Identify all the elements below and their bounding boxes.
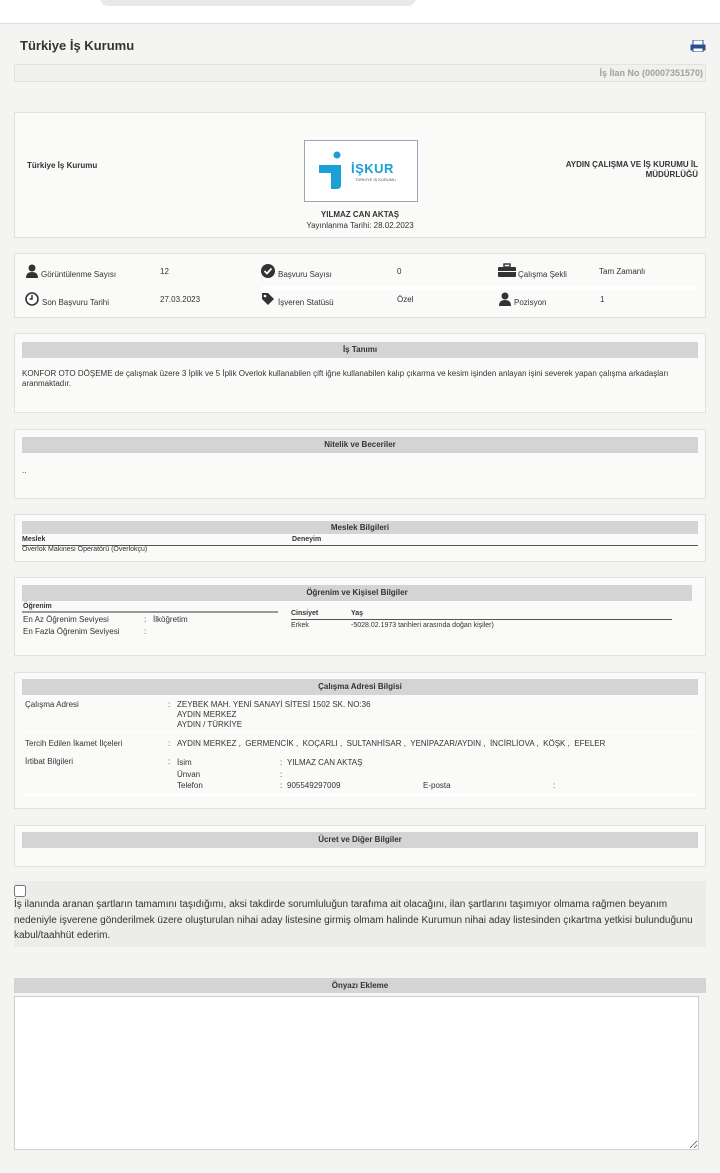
- contact-name: YILMAZ CAN AKTAŞ: [287, 758, 363, 767]
- preferred-districts: AYDIN MERKEZ , GERMENCİK , KOÇARLI , SULTANHİSAR , YENİPAZAR/AYDIN , İNCİRLİOVA , KÖŞK , EFELER: [177, 739, 606, 748]
- cover-letter-title: Önyazı Ekleme: [14, 978, 706, 993]
- education-min-label: En Az Öğrenim Seviyesi: [23, 615, 109, 624]
- logo-text: İŞKUR: [351, 161, 394, 176]
- education-panel: [14, 577, 706, 656]
- contact-name-label: İsim: [177, 758, 192, 767]
- work-address-line: ZEYBEK MAH. YENİ SANAYİ SİTESİ 1502 SK. NO:36: [177, 700, 371, 709]
- employer-status-label: İşveren Statüsü: [278, 298, 334, 307]
- header-left-text: Türkiye İş Kurumu: [27, 161, 98, 170]
- skills-title: Nitelik ve Beceriler: [22, 437, 698, 453]
- contact-colon: :: [168, 757, 171, 766]
- employer-name: YILMAZ CAN AKTAŞ: [320, 210, 400, 219]
- occupation-panel: [14, 514, 706, 562]
- wage-title: Ücret ve Diğer Bilgiler: [22, 832, 698, 848]
- top-bar: [0, 0, 720, 24]
- address-divider: [22, 732, 698, 733]
- job-description-panel: [14, 333, 706, 413]
- education-divider: [22, 611, 278, 613]
- deadline-label: Son Başvuru Tarihi: [42, 298, 109, 307]
- position-value: 1: [600, 295, 605, 304]
- check-circle-icon: [261, 264, 275, 278]
- position-label: Pozisyon: [514, 298, 547, 307]
- contact-email-colon: :: [553, 781, 556, 790]
- ilan-no-bar: [14, 64, 706, 82]
- iskur-logo: [304, 140, 418, 202]
- tag-icon: [261, 292, 275, 306]
- work-type-value: Tam Zamanlı: [599, 267, 646, 276]
- contact-title-colon: :: [280, 770, 283, 779]
- work-address-colon: :: [168, 700, 171, 709]
- contact-title-label: Ünvan: [177, 770, 201, 779]
- consent-checkbox[interactable]: [14, 885, 26, 897]
- work-address: [177, 700, 371, 730]
- employer-status-value: Özel: [397, 295, 414, 304]
- personal-divider: [291, 619, 672, 620]
- education-title: Öğrenim ve Kişisel Bilgiler: [22, 585, 692, 601]
- cover-letter-textarea[interactable]: [14, 996, 699, 1150]
- published-date: Yayınlanma Tarihi: 28.02.2023: [306, 221, 414, 230]
- search-pill[interactable]: [100, 0, 416, 6]
- work-type-label: Çalışma Şekli: [518, 270, 567, 279]
- contact-label: İrtibat Bilgileri: [25, 757, 74, 766]
- stats-panel: [14, 253, 706, 318]
- occupation-value: Overlok Makinesi Operatörü (Overlokçu): [22, 546, 148, 553]
- gender-label: Cinsiyet: [291, 610, 319, 617]
- header-panel: [14, 112, 706, 238]
- address-panel: [14, 672, 706, 809]
- logo-subtext: TÜRKİYE İŞ KURUMU: [355, 177, 396, 182]
- job-description-title: İş Tanımı: [22, 342, 698, 358]
- education-max-colon: :: [144, 627, 147, 636]
- education-heading: Öğrenim: [23, 603, 52, 610]
- applications-label: Başvuru Sayısı: [278, 270, 332, 279]
- header-right-text: AYDIN ÇALIŞMA VE İŞ KURUMU İL MÜDÜRLÜĞÜ: [565, 160, 698, 179]
- applications-value: 0: [397, 267, 402, 276]
- occupation-col-meslek: Meslek: [22, 536, 46, 543]
- education-min-value: İlköğretim: [153, 615, 188, 624]
- contact-email-label: E-posta: [423, 781, 451, 790]
- address-bottom-divider: [22, 794, 698, 796]
- skills-text: ..: [22, 466, 27, 475]
- skills-panel: [14, 429, 706, 499]
- work-address-line: AYDIN MERKEZ: [177, 710, 237, 719]
- iskur-logo-icon: [317, 151, 345, 191]
- views-value: 12: [160, 267, 169, 276]
- wage-panel: [14, 825, 706, 867]
- contact-phone-label: Telefon: [177, 781, 203, 790]
- print-icon[interactable]: [690, 40, 706, 52]
- preferred-label: Tercih Edilen İkamet İlçeleri: [25, 739, 123, 748]
- contact-phone-colon: :: [280, 781, 283, 790]
- stats-divider: [261, 286, 698, 290]
- age-label: Yaş: [351, 610, 364, 617]
- contact-phone: 905549297009: [287, 781, 341, 790]
- education-min-colon: :: [144, 615, 147, 624]
- work-address-label: Çalışma Adresi: [25, 700, 79, 709]
- ilan-no: İş İlan No (00007351570): [599, 68, 703, 78]
- user-icon: [25, 264, 39, 278]
- page-title: Türkiye İş Kurumu: [20, 38, 135, 53]
- clock-icon: [25, 292, 39, 306]
- preferred-colon: :: [168, 739, 171, 748]
- gender-value: Erkek: [291, 622, 309, 629]
- work-address-line: AYDIN / TÜRKİYE: [177, 720, 243, 729]
- deadline-value: 27.03.2023: [160, 295, 201, 304]
- occupation-col-deneyim: Deneyim: [292, 536, 322, 543]
- education-max-label: En Fazla Öğrenim Seviyesi: [23, 627, 120, 636]
- views-label: Görüntülenme Sayısı: [41, 270, 117, 279]
- briefcase-icon: [498, 263, 516, 277]
- consent-text: İş ilanında aranan şartların tamamını taşıdığımı, aksi takdirde sorumluluğun tarafıma ait olacağını, ilan şartlarını taşımıyor olmama rağmen beyanım nedeniyle işverene gönderilmek üzere oluşturulan nihai aday listesine girmiş olmam halinde Kurumun nihai aday listesinden çıkartma yetkisi bulunduğunu kabul/taahhüt ederim.: [14, 899, 693, 941]
- job-description-text: KONFOR OTO DÖŞEME de çalışmak üzere 3 İplik ve 5 İplik Overlok kullanabilen çift iğne kullanabilen kalıp çıkarma ve kesim işinden anlayan işini severek yapan çalışma arkadaşları aranmaktadır.: [22, 369, 669, 388]
- address-title: Çalışma Adresi Bilgisi: [22, 679, 698, 695]
- occupation-title: Meslek Bilgileri: [22, 521, 698, 534]
- contact-name-colon: :: [280, 758, 283, 767]
- user-position-icon: [498, 292, 512, 306]
- age-value: -5028.02.1973 tarihleri arasında doğan kişiler): [351, 622, 494, 629]
